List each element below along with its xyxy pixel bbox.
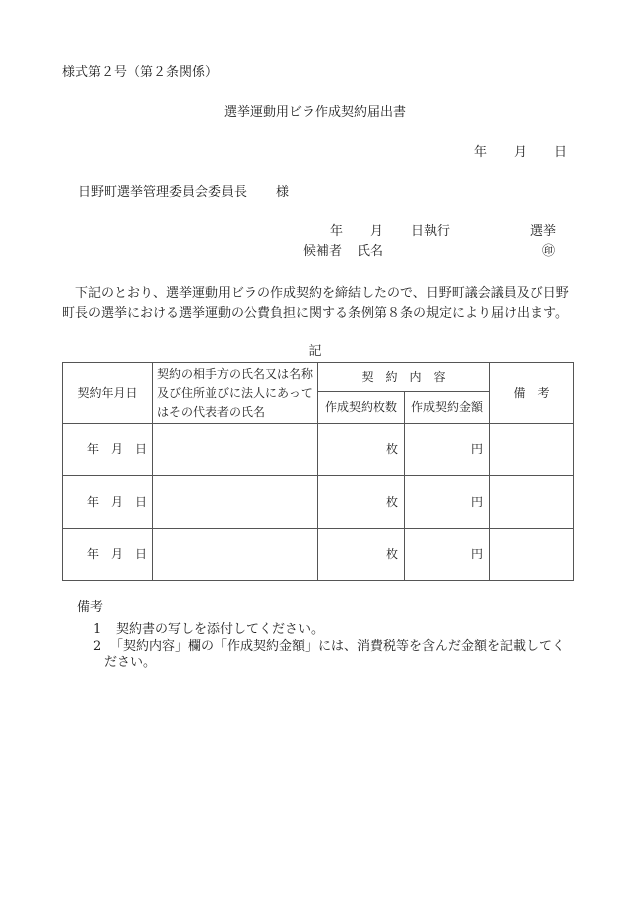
form-number: 様式第２号（第２条関係） [62, 65, 219, 80]
amount-unit: 円 [470, 547, 483, 561]
row-remarks[interactable] [490, 424, 574, 476]
row-amount[interactable] [405, 529, 490, 581]
row-amount[interactable] [405, 476, 490, 529]
count-unit: 枚 [385, 494, 398, 509]
row-count[interactable] [318, 529, 405, 581]
header-party: 契約の相手方の氏名又は名称及び住所並びに法人にあってはその代表者の氏名 [153, 363, 318, 424]
notes-heading: 備考 [77, 600, 104, 615]
note-number: 2 [93, 639, 102, 654]
table-row [63, 476, 574, 529]
amount-unit: 円 [470, 494, 483, 509]
row-date[interactable] [63, 529, 153, 581]
note-number: 1 [93, 622, 102, 637]
row-year: 年 [87, 547, 100, 561]
amount-unit: 円 [470, 442, 483, 456]
row-year: 年 [87, 442, 100, 456]
row-party[interactable] [153, 424, 318, 476]
row-day: 日 [135, 547, 148, 561]
row-month: 月 [111, 442, 124, 456]
body-text: 下記のとおり、選挙運動用ビラの作成契約を締結したので、日野町議会議員及び日野町長の選挙における選挙運動の公費負担に関する条例第８条の規定により届け出ます。 [62, 286, 569, 321]
addressee-name: 日野町選挙管理委員会委員長 [78, 185, 248, 200]
count-unit: 枚 [385, 547, 398, 561]
election-day-exec: 日執行 [411, 224, 451, 239]
table-row [63, 529, 574, 581]
note-text: 「契約内容」欄の「作成契約金額」には、消費税等を含んだ金額を記載してください。 [104, 639, 566, 670]
row-day: 日 [135, 494, 148, 509]
addressee-honorific: 様 [276, 185, 290, 200]
row-count[interactable] [318, 476, 405, 529]
header-amount: 作成契約金額 [405, 392, 490, 424]
contract-table [62, 362, 574, 581]
ki-label: 記 [308, 344, 322, 359]
count-unit: 枚 [385, 442, 398, 456]
seal-mark: ㊞ [542, 244, 556, 259]
row-day: 日 [135, 442, 148, 456]
date-day: 日 [554, 145, 568, 160]
date-month: 月 [514, 145, 528, 160]
note-text: 契約書の写しを添付してください。 [116, 622, 325, 637]
header-contents: 契 約 内 容 [318, 363, 490, 392]
row-party[interactable] [153, 529, 318, 581]
row-remarks[interactable] [490, 476, 574, 529]
election-label: 選挙 [530, 224, 557, 239]
row-year: 年 [87, 494, 100, 509]
election-year: 年 [330, 224, 344, 239]
document-title: 選挙運動用ビラ作成契約届出書 [223, 105, 406, 120]
row-party[interactable] [153, 476, 318, 529]
row-date[interactable] [63, 476, 153, 529]
header-remarks: 備 考 [490, 363, 574, 424]
candidate-name-label: 氏名 [357, 244, 384, 259]
header-date: 契約年月日 [63, 363, 153, 424]
table-row [63, 424, 574, 476]
date-year: 年 [474, 145, 488, 160]
row-remarks[interactable] [490, 529, 574, 581]
row-month: 月 [111, 494, 124, 509]
row-amount[interactable] [405, 424, 490, 476]
header-count: 作成契約枚数 [318, 392, 405, 424]
row-date[interactable] [63, 424, 153, 476]
election-month: 月 [370, 224, 384, 239]
row-month: 月 [111, 547, 124, 561]
row-count[interactable] [318, 424, 405, 476]
candidate-label: 候補者 [303, 244, 343, 259]
